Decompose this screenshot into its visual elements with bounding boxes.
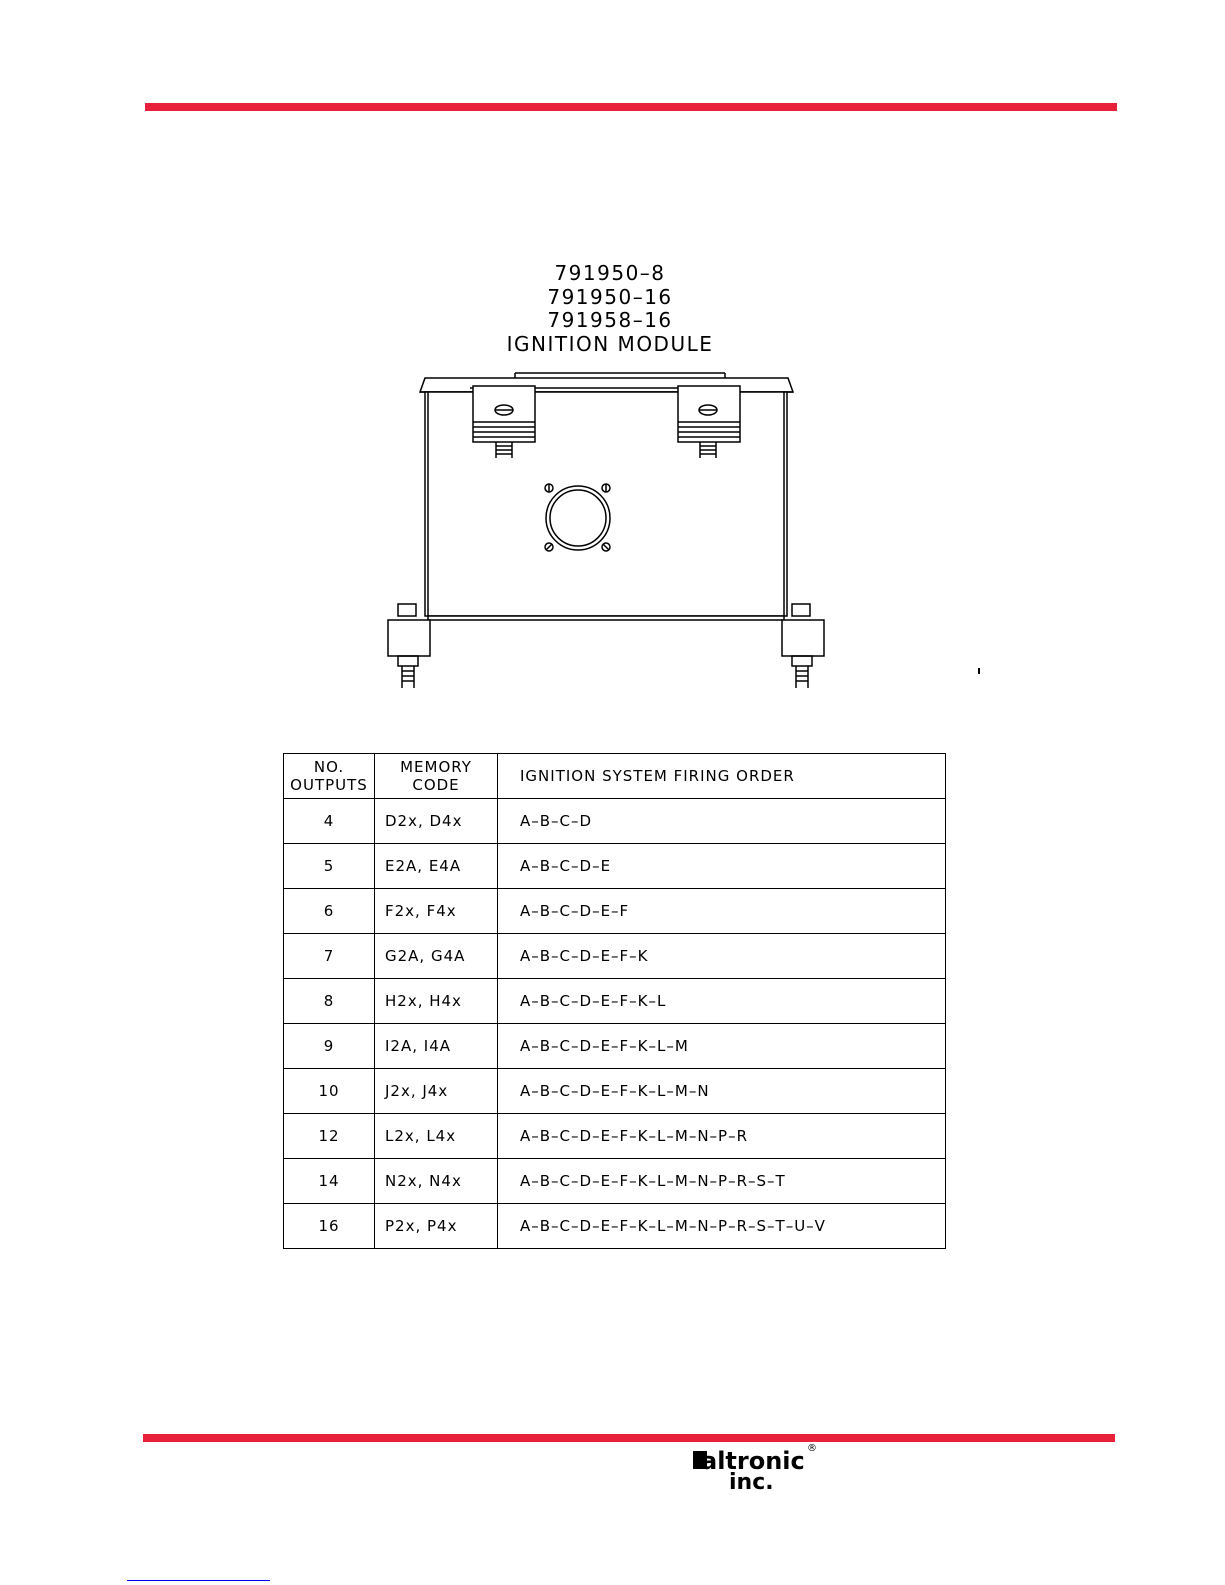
module-title: IGNITION MODULE xyxy=(506,331,714,356)
header-memory-line2: CODE xyxy=(412,776,460,794)
cell-memory-code: H2x, H4x xyxy=(375,979,498,1024)
table-row xyxy=(284,1204,946,1249)
cell-outputs: 14 xyxy=(284,1159,375,1204)
header-outputs-line1: NO. xyxy=(313,758,345,776)
cell-memory-code: L2x, L4x xyxy=(375,1114,498,1159)
cell-memory-code: I2A, I4A xyxy=(375,1024,498,1069)
cell-memory-code: F2x, F4x xyxy=(375,889,498,934)
cell-firing-order: A–B–C–D–E–F–K–L–M–N–P–R xyxy=(498,1114,946,1159)
table-row xyxy=(284,1069,946,1114)
table-row xyxy=(284,1159,946,1204)
table-row xyxy=(284,1024,946,1069)
cell-firing-order: A–B–C–D xyxy=(498,799,946,844)
part-number-1: 791950–8 xyxy=(554,261,666,285)
cell-firing-order: A–B–C–D–E–F–K–L–M–N–P–R–S–T xyxy=(498,1159,946,1204)
title-block xyxy=(490,262,730,356)
table-row xyxy=(284,979,946,1024)
table-row xyxy=(284,934,946,979)
logo-text-line1: altronic xyxy=(701,1447,805,1475)
base-plate xyxy=(428,616,784,620)
top-red-rule xyxy=(145,103,1117,111)
cell-firing-order: A–B–C–D–E–F–K–L–M–N–P–R–S–T–U–V xyxy=(498,1204,946,1249)
table-row xyxy=(284,889,946,934)
header-outputs xyxy=(284,754,375,799)
cell-memory-code: N2x, N4x xyxy=(375,1159,498,1204)
firing-order-table xyxy=(283,753,946,1249)
table-header-row xyxy=(284,754,946,799)
bottom-red-rule xyxy=(143,1434,1115,1442)
left-foot xyxy=(388,604,430,688)
cell-firing-order: A–B–C–D–E–F xyxy=(498,889,946,934)
cell-firing-order: A–B–C–D–E–F–K xyxy=(498,934,946,979)
cell-memory-code: P2x, P4x xyxy=(375,1204,498,1249)
table-row xyxy=(284,844,946,889)
header-memory-line1: MEMORY xyxy=(400,758,472,776)
header-memory xyxy=(375,754,498,799)
header-outputs-line2: OUTPUTS xyxy=(290,776,368,794)
table-row xyxy=(284,1114,946,1159)
stray-mark xyxy=(978,668,980,674)
cell-firing-order: A–B–C–D–E–F–K–L–M–N xyxy=(498,1069,946,1114)
logo-registered-mark: ® xyxy=(807,1443,817,1454)
cell-memory-code: J2x, J4x xyxy=(375,1069,498,1114)
cell-outputs: 10 xyxy=(284,1069,375,1114)
logo-text-line2: inc. xyxy=(729,1470,774,1495)
cell-firing-order: A–B–C–D–E xyxy=(498,844,946,889)
cell-outputs: 9 xyxy=(284,1024,375,1069)
cell-memory-code: G2A, G4A xyxy=(375,934,498,979)
right-foot xyxy=(782,604,824,688)
part-number-2: 791950–16 xyxy=(547,284,673,309)
table-row xyxy=(284,799,946,844)
cell-firing-order: A–B–C–D–E–F–K–L–M xyxy=(498,1024,946,1069)
part-number-3: 791958–16 xyxy=(547,308,673,332)
cell-firing-order: A–B–C–D–E–F–K–L xyxy=(498,979,946,1024)
cell-outputs: 12 xyxy=(284,1114,375,1159)
footer-link-underline[interactable] xyxy=(127,1580,270,1581)
altronic-logo xyxy=(693,1441,823,1496)
cell-outputs: 16 xyxy=(284,1204,375,1249)
cell-outputs: 7 xyxy=(284,934,375,979)
cell-outputs: 6 xyxy=(284,889,375,934)
cell-outputs: 5 xyxy=(284,844,375,889)
cell-memory-code: E2A, E4A xyxy=(375,844,498,889)
ignition-module-drawing xyxy=(380,370,840,700)
cell-outputs: 4 xyxy=(284,799,375,844)
header-firing-order: IGNITION SYSTEM FIRING ORDER xyxy=(498,754,946,799)
cell-memory-code: D2x, D4x xyxy=(375,799,498,844)
cell-outputs: 8 xyxy=(284,979,375,1024)
